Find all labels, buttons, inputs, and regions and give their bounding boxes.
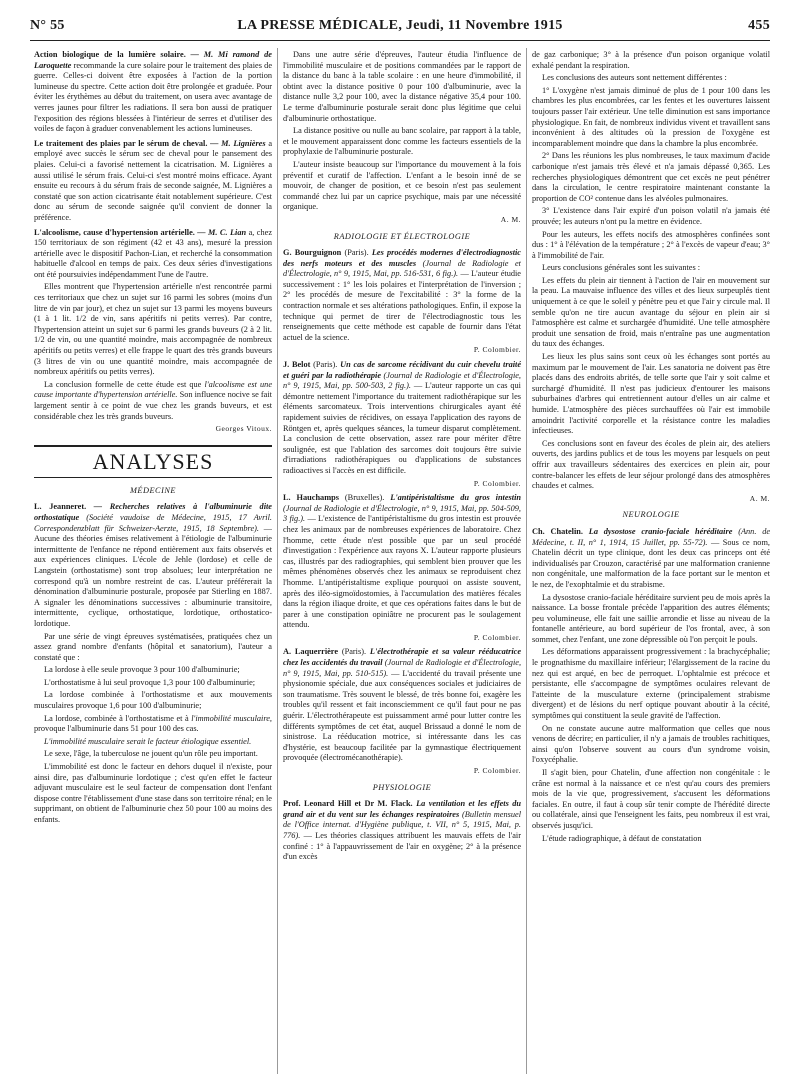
review-laquerriere bbox=[283, 647, 521, 764]
review-body: — L'existence de l'antipéristaltisme du gros intestin est prouvée chez les animaux par de nombreuses expériences de laboratoire. Chez l'homme, cette étude n'est possible que par un seul procédé d'investigation : l'expérience aux rayons X. L'auteur rapporte plusieurs cas, illustrés par des radiographies, qui semblent bien prouver que les mêmes phénomènes observés chez les animaux se reproduisent chez l'homme. L'antipéristaltisme explique pourquoi on assiste souvent, après des iléo-sigmoïdostomies, à l'accumulation des matières fécales dans la région iliaque droite, et que ces opérations faites dans le but de parer à une constipation opiniâtre ne procurent pas le soulagement attendu. bbox=[283, 514, 521, 630]
paragraph: de gaz carbonique; 3° à la présence d'un poison organique volatil exhalé pendant la respiration. bbox=[532, 50, 770, 70]
review-reference: (Journal de Radiologie et d'Électrologie, n° 9, 1915, Mai, pp. 500-503, 2 fig.). bbox=[283, 370, 521, 391]
review-author: J. Belot bbox=[283, 360, 311, 370]
review-author: A. Laquerrière bbox=[283, 647, 339, 657]
list-item: L'orthostatisme à lui seul provoque 1,3 pour 100 d'albuminurie; bbox=[44, 677, 256, 687]
review-author: Ch. Chatelin. bbox=[532, 526, 583, 536]
paragraph: Leurs conclusions générales sont les suivantes : bbox=[542, 263, 701, 273]
text-run-italic: l'immobilité musculaire, bbox=[191, 713, 272, 723]
section-medecine: MÉDECINE bbox=[130, 485, 176, 495]
section-heading-analyses: ANALYSES bbox=[34, 445, 272, 478]
review-author: L. Jeanneret. bbox=[34, 502, 87, 512]
paragraph: Les effets du plein air tiennent à l'action de l'air en mouvement sur la peau. La mauvaise influence des villes et des lieux surpeuplés tient uniquement à ce que le soleil y pénètre peu et que l'air y circule mal. Il semble qu'on ne tire aucun avantage du séjour en plein air si l'atmosphère est calme et surchargée d'humidité. Une telle atmosphère produit une sensation de froid, mais n'entraîne pas une augmentation du taux des échanges. bbox=[532, 275, 770, 349]
text-run: Son influence nocive se fait largement sentir à ce point de vue chez les grands buveurs, et est considérable chez les très grands buveurs. bbox=[34, 390, 272, 421]
column-divider bbox=[277, 48, 278, 1074]
review-title: L'antipéristaltisme du gros intestin bbox=[390, 493, 521, 503]
article-author: — M. C. Lian bbox=[197, 227, 247, 237]
paragraph: Par une série de vingt épreuves systématisées, pratiquées chez un assez grand nombre d'enfants (hôpital et sanatorium), l'auteur a constaté que : bbox=[34, 631, 272, 662]
review-city: (Bruxelles). bbox=[344, 493, 385, 503]
text-run: La conclusion formelle de cette étude est que bbox=[44, 379, 202, 389]
review-reference: (Société vaudoise de Médecine, 1915, 17 Avril. Correspondenzblatt für Schweizer-Aerzte, 1915, 18 Septembre). bbox=[34, 512, 272, 533]
paragraph: Elles montrent que l'hypertension artérielle n'est rencontrée parmi ces territoriaux que chez un sujet sur 16 parmi les sobres (moins d'un litre de vin par jour), et chez un sujet sur 13 parmi les moyens buveurs (1 à 1 lit. 1/2 de vin, sans apéritifs ni petits verres). Par contre, l'hypertension atteint un sujet sur 6 parmi les grands buveurs (2 à 2 lit. 1/2 de vin, ou une quantité moindre, mais accompagnée de nombreux apéritifs ou petits verres) et elle frappe le quart des très grands buveurs (3 litres de vin ou une quantité moindre, mais accompagnée de nombreux apéritifs ou petits verres). bbox=[34, 282, 272, 377]
article-author: — M. Mi ramond de Laroquette bbox=[34, 50, 272, 70]
column-2 bbox=[283, 50, 521, 1074]
paragraph: Les déformations apparaissent progressivement : la brachycéphalie; le prognathisme du maxillaire inférieur; l'élargissement de la racine du nez qui est arqué, en bec de perroquet. L'ophtalmie est précoce et persistante, elle s'accompagne de symptômes oculaires relevant de l'atteinte de la musculature externe (principalement strabisme divergent) et de lésions du nerf optique pouvant aboutir à la cécité, symptômes qui constituent la seule gravité de l'affection. bbox=[532, 647, 770, 721]
review-body: — Les théories classiques attribuent les mauvais effets de l'air confiné : 1° à l'appauvrissement de l'air en oxygène; 2° à la présence d'un excès bbox=[283, 830, 521, 862]
text-run: La lordose, combinée à l'orthostatisme et à bbox=[44, 713, 189, 723]
issue-number: N° 55 bbox=[30, 18, 65, 33]
list-item: La lordose combinée à l'orthostatisme et aux mouvements musculaires provoque 1,6 pour 100 d'albuminurie; bbox=[34, 690, 272, 711]
page-header bbox=[30, 18, 770, 38]
article-title: L'alcoolisme, cause d'hypertension artérielle. bbox=[34, 227, 195, 237]
review-body: — L'accidenté du travail présente une physionomie spéciale, due aux conséquences sociales et judiciaires de son traumatisme. Très souvent le blessé, de très bonne foi, exagère les troubles qu'il ressent et fait inconsciemment ce qu'il faut pour ne pas guérir. L'électrothérapeute est puissamment armé pour lutter contre les différents symptômes de cet état, auquel Brissaud a donné le nom de sinistrose. La rééducation motrice, si intéressante dans les cas d'hystérie, est beaucoup facilitée par la gymnastique électriquement provoquée (électromécanothérapie). bbox=[283, 668, 521, 763]
paragraph: L'étude radiographique, à défaut de constatation bbox=[542, 833, 702, 843]
paragraph bbox=[34, 380, 272, 422]
paragraph: La distance positive ou nulle au banc scolaire, par rapport à la table, et le mouvement apparaissent donc comme les facteurs essentiels de la prophylaxie de l'albuminurie posturale. bbox=[283, 126, 521, 157]
paragraph: On ne constate aucune autre malformation que celles que nous venons de décrire; en particulier, il n'y a jamais de troubles rachitiques, ainsi qu'on l'observe souvent au cours d'un syndrome voisin, l'oxycéphalie. bbox=[532, 723, 770, 765]
review-reference: (Journal de Radiologie et d'Électrologie, n° 9, 1915, Mai, pp. 516-531, 6 fig.). bbox=[283, 258, 521, 279]
column-3 bbox=[532, 50, 770, 1074]
column-1 bbox=[34, 50, 272, 1074]
signature: Georges Vitoux. bbox=[215, 424, 272, 434]
review-author: G. Bourguignon bbox=[283, 248, 342, 258]
paragraph: Le sexe, l'âge, la tuberculose ne jouent qu'un rôle peu important. bbox=[44, 749, 258, 759]
section-neurologie: NEUROLOGIE bbox=[622, 510, 680, 520]
paragraph: 3° L'existence dans l'air expiré d'un poison volatil n'a jamais été prouvée; les auteurs n'ont pu la mettre en évidence. bbox=[532, 206, 770, 226]
article-alcoolisme bbox=[34, 228, 272, 281]
article-body: a, chez 150 territoriaux de son régiment (42 et 43 ans), mesuré la pression artérielle avec le dispositif Pachon-Lian, et recherché la consommation habituelle d'alcool en temps de paix. Ces deux séries d'investigations ont été poursuivies indépendamment l'une de l'autre. bbox=[34, 227, 272, 279]
text-run: provoque l'albuminurie dans 51 pour 100 des cas. bbox=[34, 724, 199, 734]
review-title: — Recherches relatives à l'albuminurie dite orthostatique bbox=[34, 502, 272, 522]
signature: A. M. bbox=[500, 214, 521, 224]
review-title: Un cas de sarcome récidivant du cuir chevelu traité et guéri par la radiothérapie bbox=[283, 360, 521, 380]
review-title: L'électrothérapie et sa valeur rééducatrice chez les accidentés du travail bbox=[283, 647, 521, 668]
review-title: Les procédés modernes d'électrodiagnostic des nerfs moteurs et des muscles bbox=[283, 248, 521, 268]
list-item: La lordose à elle seule provoque 3 pour 100 d'albuminurie; bbox=[44, 665, 240, 675]
review-jeanneret bbox=[34, 502, 272, 629]
text-run-italic: l'alcoolisme est une cause importante d'hypertension artérielle. bbox=[34, 379, 272, 400]
review-body: — Sous ce nom, Chatelin décrit un type clinique, dont les deux cas princeps ont été individualisés par Crouzon, caractérisé par une malformation cranienne non congénitale, une malformation de la face portant sur le menton et le nez, de l'exophtalmie et du strabisme. bbox=[532, 537, 770, 589]
journal-title: LA PRESSE MÉDICALE, Jeudi, 11 Novembre 1915 bbox=[237, 18, 563, 33]
list-item bbox=[34, 714, 272, 735]
signature: P. Colombier. bbox=[473, 345, 521, 355]
review-author: Prof. Leonard Hill et Dr M. Flack. bbox=[283, 799, 413, 809]
article-title: Le traitement des plaies par le sérum de cheval. bbox=[34, 138, 208, 148]
paragraph: Pour les auteurs, les effets nocifs des atmosphères confinées sont dus : 1° à l'élévation de la température ; 2° à l'excès de vapeur d'eau; 3° à l'immobilité de l'air. bbox=[532, 229, 770, 260]
paragraph: 1° L'oxygène n'est jamais diminué de plus de 1 pour 100 dans les chambres les plus encombrées, car les fentes et les ouvertures laissent toujours passer l'air extérieur. Une telle diminution est sans importance physiologique. En fait, de nombreux individus vivent et travaillent sans inconvénient à des altitudes où la pression de l'oxygène est incomparablement moindre que dans la chambre la plus encombrée. bbox=[532, 85, 770, 148]
review-hauchamps bbox=[283, 493, 521, 631]
article-body: a employé avec succès le sérum sec de cheval pour le pansement des plaies. Celui-ci a favorisé nettement la cicatrisation. M. Lignières a aussi utilisé le sérum frais. Celui-ci s'est montré moins efficace. Ayant ensuite eu recours à du sérum frais de seconde saignée, M. Lignières a constaté que son action cicatrisante était notablement supérieure. C'est donc au sérum de seconde saignée qu'il convient de donner la préférence. bbox=[34, 138, 272, 222]
review-reference: (Ann. de Médecine, t. II, n° 1, 1914, 15 Juillet, pp. 55-72). bbox=[532, 526, 770, 547]
review-city: (Paris). bbox=[341, 647, 367, 657]
paragraph: La dysostose cranio-faciale héréditaire survient peu de mois après la naissance. La bosse frontale précède l'apparition des autres éléments; peu volumineuse, elle fait une saillie arrondie et lisse au niveau de la fontanelle antérieure, au bord supérieur de l'os frontal, avec, à son sommet, chez l'enfant, une zone dépressible où l'on perçoit le pouls. bbox=[532, 592, 770, 644]
review-title: La ventilation et les effets du grand air et du vent sur les échanges respiratoires bbox=[283, 799, 521, 819]
article-lumiere bbox=[34, 50, 272, 135]
paragraph: Dans une autre série d'épreuves, l'auteur étudia l'influence de l'immobilité musculaire et de positions commandées par le rapport de la distance du banc à la table scolaire : en une heure d'immobilité, il obtint avec la distance positive 0 pour 100 d'albuminurie, avec la distance nulle 3,2 pour 100, avec la distance négative 35,4 pour 100. Le terme d'albuminurie posturale serait donc plus légitime que celui d'albuminurie orthostatique. bbox=[283, 50, 521, 123]
section-physiologie: PHYSIOLOGIE bbox=[372, 782, 432, 792]
review-reference: (Journal de Radiologie et d'Électrologie, n° 9, 1915, Mai, pp. 504-509, 3 fig.). bbox=[283, 503, 521, 524]
paragraph: L'auteur insiste beaucoup sur l'importance du mouvement à la fois préventif et curatif de l'affection. L'enfant a le besoin inné de se mouvoir, de changer de position, et ce besoin n'est pas seulement commandé chez lui par un caprice psychique, mais par une nécessité organique. bbox=[283, 159, 521, 212]
paragraph: 2° Dans les réunions les plus nombreuses, le taux maximum d'acide carbonique n'est jamais très élevé et n'a jamais dépassé 0,365. Les recherches physiologiques démontrent que cet excès ne peut pénétrer dans la circulation, le centre respiratoire maintenant constante la proportion de CO² contenue dans les alvéoles pulmonaires. bbox=[532, 151, 770, 203]
review-body: — Aucune des théories émises relativement à l'étiologie de l'albuminurie intermittente de l'enfance ne répond entièrement aux faits observés et aux expériences cliniques. L'école de Jehle (lordose) et celle de Langstein (orthostatisme) sont trop absolues; leur interprétation ne correspond qu'à un nombre restreint de cas. L'auteur préférerait la dénomination d'albuminurie posturale, proposée par Stierling en 1887. A signaler les dénominations successives : albuminurie transitoire, intermittente, cyclique, orthostatique, lordotique, orthostatico-lordotique. bbox=[34, 523, 272, 628]
review-bourguignon bbox=[283, 248, 521, 343]
review-reference: (Journal de Radiologie et d'Électrologie, n° 9, 1915, Mai, pp. 510-515). bbox=[283, 658, 521, 678]
review-body: — L'auteur étudie successivement : 1° les lois polaires et l'interprétation de l'inversion ; 2° les procédés de mesure de l'excitabilité : 3° la forme de la contraction normale et ses altérations pathologiques. Enfin, il expose la technique qui permet de tirer de l'électrodiagnostic tous les renseignements que cette méthode est capable de fournir dans l'état actuel de la science. bbox=[283, 269, 521, 342]
section-radiologie: RADIOLOGIE ET ÉLECTROLOGIE bbox=[333, 231, 471, 241]
review-city: (Paris). bbox=[313, 360, 338, 370]
review-reference: (Bulletin mensuel de l'Office internat. d'Hygiène publique, t. VII, n° 5, 1915, Mai, p. 776). bbox=[283, 809, 521, 840]
review-hill-flack bbox=[283, 799, 521, 863]
review-body: — L'auteur rapporte un cas qui démontre nettement l'importance du traitement radiothérapique sur les éléments sarcomateux. Trois interventions chirurgicales ayant été rapidement suivies de récidives, on essaya l'application des rayons de Röntgen et, après quelques séances, la tumeur disparut complètement. La conclusion de cette observation, assez rare pour mériter d'être soulignée, est que l'ablation des sarcomes doit toujours être suivie d'irradiations radiothérapiques ou d'applications de substances radioactives si l'accès en est difficile. bbox=[283, 381, 521, 475]
article-author: — M. Lignières bbox=[210, 138, 266, 148]
article-serum bbox=[34, 139, 272, 224]
paragraph: Les conclusions des auteurs sont nettement différentes : bbox=[542, 73, 727, 83]
signature: P. Colombier. bbox=[473, 766, 521, 775]
list-item: L'immobilité musculaire serait le facteur étiologique essentiel. bbox=[44, 736, 252, 746]
paragraph: Ces conclusions sont en faveur des écoles de plein air, des ateliers ouverts, des jardins publics et de tous les moyens par lesquels on peut offrir aux travailleurs sédentaires des exercices en plein air, pour contre-balancer les effets de leur séjour prolongé dans des atmosphères chaudes et calmes. bbox=[532, 438, 770, 491]
paragraph: Les lieux les plus sains sont ceux où les échanges sont portés au maximum par le mouvement de l'air. Les sanatoria ne doivent pas être placés dans des endroits abrités, de telle sorte que l'air y soit calme et surchargé d'humidité. Il n'est pas judicieux d'entourer les maisons suburbaines d'arbres qui entretiennent autour d'elles un air calme et humide. L'atmosphère des pièces surchauffées où l'air est immobile amoindrit l'activité corporelle et la résistance contre les maladies infectieuses. bbox=[532, 352, 770, 436]
paragraph: L'immobilité est donc le facteur en dehors duquel il n'existe, pour ainsi dire, pas d'albuminurie lordotique ; c'est qu'en effet le facteur adjuvant musculaire est le seul facteur de compensation dont l'enfant dispose contre l'établissement d'une stase dans son territoire rénal; en le supprimant, on obtient de l'albuminurie chez 50 pour 100 au moins des enfants. bbox=[34, 762, 272, 824]
review-title: La dysostose cranio-faciale héréditaire bbox=[588, 526, 733, 536]
paragraph: Il s'agit bien, pour Chatelin, d'une affection non congénitale : le crâne est normal à la naissance et ce n'est qu'au cours des premiers mois de la vie que, progressivement, s'accusent les déformations faciales. En outre, il faut à coup sûr tenir compte de l'hérédité directe ou collatérale, ainsi que l'enseignent les faits, peu nombreux il est vrai, observés jusqu'ici. bbox=[532, 768, 770, 830]
signature: A. M. bbox=[749, 493, 770, 503]
review-author: L. Hauchamps bbox=[283, 493, 339, 503]
review-city: (Paris). bbox=[344, 248, 369, 258]
signature: P. Colombier. bbox=[473, 478, 521, 488]
column-divider bbox=[526, 48, 527, 1074]
article-title: Action biologique de la lumière solaire. bbox=[34, 50, 186, 59]
page-number: 455 bbox=[748, 18, 770, 33]
review-chatelin bbox=[532, 527, 770, 591]
review-belot bbox=[283, 360, 521, 477]
article-body: recommande la cure solaire pour le traitement des plaies de guerre. Celles-ci doivent être exposées à l'action de la portion lumineuse du spectre. Cette action doit être prolongée et graduée. Pour éviter les érythèmes au début du traitement, on usera avec avantage de verres jaunes pour filtrer les radiations. Il sera bon aussi de pratiquer l'exposition des régions blessées à l'intérieur de serres et d'utiliser des voiles de façon à graduer convenablement les actions lumineuses. bbox=[34, 60, 272, 134]
header-rule bbox=[30, 40, 770, 41]
signature: P. Colombier. bbox=[473, 632, 521, 642]
